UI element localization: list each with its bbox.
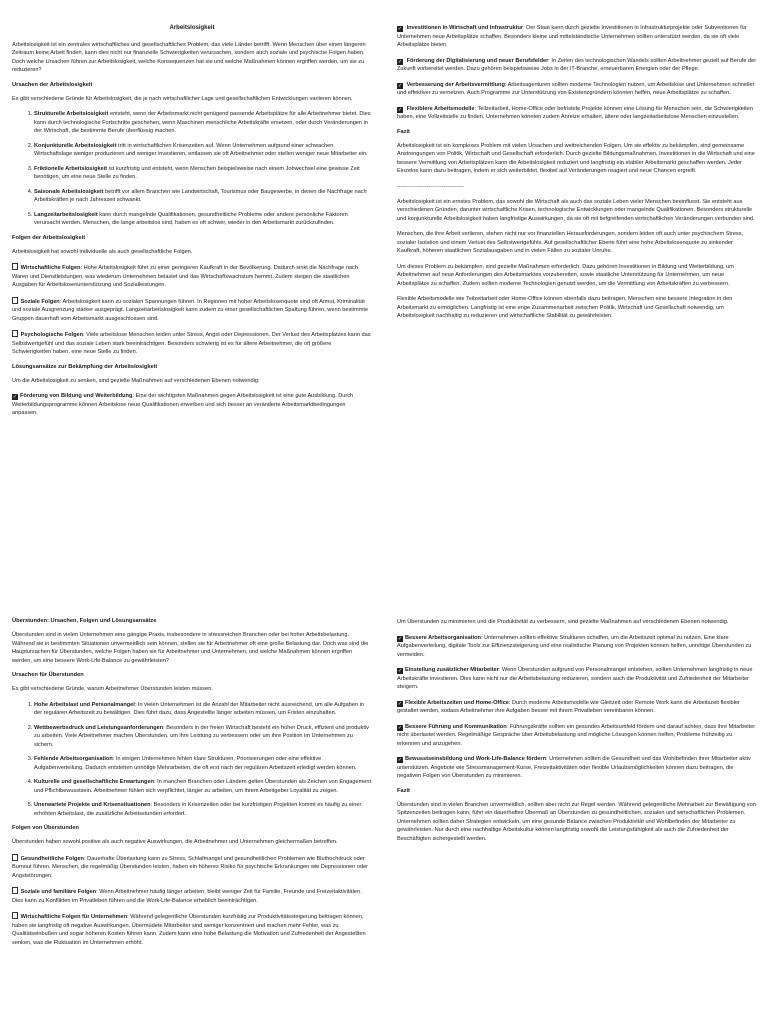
solution-item: ✓ Förderung der Digitalisierung und neuer Berufsfelder: In Zeiten des technologischen Wandels sollten Arbeitnehmer gezielt auf Berufe der Zukunft vorbereitet werden. Dazu gehören beispielsweise Jobs in der IT-Branche, erneuerbaren Energien oder der Pflege. (397, 57, 757, 72)
checkmark-icon: ✓ (397, 668, 403, 674)
list-item: 4. Kulturelle und gesellschaftliche Erwartungen: In manchen Branchen oder Ländern gelten Überstunden als Zeichen von Engagement und Pflichtbewusstsein. Arbeitnehmer fühlen sich verpflichtet, länger zu arbeiten, um ihrem Arbeitgeber Loyalität zu zeigen. (34, 778, 372, 795)
effect-item: Wirtschaftliche Folgen für Unternehmen: Während gelegentliche Überstunden kurzfristig zur Produktivitätssteigerung beitragen können, haben sie langfristig oft negative Auswirkungen. Übermüdete Mitarbeiter sind weniger konzentriert und machen mehr Fehler, was zu Qualitätseinbußen und sogar höheren Kosten führen kann. Zudem kann eine hohe Belastung die Motivation und Zufriedenheit der Angestellten senken, was die Fluktuation im Unternehmen erhöht. (12, 914, 366, 946)
section-heading-solutions: Lösungsansätze zur Bekämpfung der Arbeitslosigkeit (12, 363, 158, 370)
section-heading-causes: Ursachen für Überstunden (12, 672, 84, 678)
causes-intro: Es gibt verschiedene Gründe für Arbeitslosigkeit, die je nach wirtschaftlicher Lage und gesellschaftlichen Entwicklungen variieren können. (12, 95, 353, 102)
document-title: Überstunden: Ursachen, Folgen und Lösungsansätze (12, 618, 157, 624)
effect-item: Psychologische Folgen: Viele arbeitslose Menschen leiden unter Stress, Angst oder Depressionen. Der Verlust des Arbeitsplatzes kann das Selbstwertgefühl und das soziale Leben stark beeinträchtigen. Besonders schwierig ist es für ältere Arbeitnehmer, die oft größere Schwierigkeiten haben, eine neue Stelle zu finden. (12, 332, 371, 355)
solution-item: ✓ Investitionen in Wirtschaft und Infrastruktur: Der Staat kann durch gezielte Investitionen in Infrastrukturprojekte oder Subventionen für Unternehmen neue Arbeitsplätze schaffen. Besonders kleine und mittelständische Unternehmen sollten unterstützt werden, da sie oft viele Arbeitsplätze bieten. (397, 25, 747, 48)
intro-paragraph: Arbeitslosigkeit ist ein zentrales wirtschaftliches und gesellschaftliches Problem, das viele Länder betrifft. Wenn Menschen über einen längeren Zeitraum keine Arbeit finden, kann dies nicht nur finanzielle Schwierigkeiten verursachen, sondern auch soziale und psychische Folgen haben. Doch welche Ursachen führen zur Arbeitslosigkeit, welche Konsequenzen hat sie und welche Maßnahmen können ergriffen werden, um sie zu reduzieren? (12, 41, 366, 73)
checkmark-icon: ✓ (397, 700, 403, 707)
effect-item: Gesundheitliche Folgen: Dauerhafte Überlastung kann zu Stress, Schlafmangel und gesundheitlichen Problemen wie Bluthochdruck oder Burnout führen. Menschen, die regelmäßig Überstunden leisten, haben ein höheres Risiko für psychische Erkrankungen wie Depressionen oder Angststörungen. (12, 855, 369, 879)
causes-list (12, 701, 372, 819)
checkmark-icon: ✓ (397, 58, 403, 65)
checkmark-icon: ✓ (397, 26, 403, 32)
list-item: 2. Wettbewerbsdruck und Leistungsanforderungen: Besonders in der freien Wirtschaft besteht ein hoher Druck, effizient und produktiv zu arbeiten. Viele Arbeitnehmer machen Überstunden, um ihre Leistung zu verbessern oder um ihre Position im Unternehmen zu sichern. (34, 724, 372, 750)
list-item: 1. Strukturelle Arbeitslosigkeit entsteht, wenn der Arbeitsmarkt nicht genügend passende Arbeitsplätze für alle Arbeitnehmer bietet. Dies kann durch technologische Fortschritte geschehen, wenn Maschinen menschliche Arbeitskräfte ersetzen, oder durch Veränderungen in der Wirtschaft, die bestimmte Berufe überflüssig machen. (34, 110, 372, 136)
page-ueberstunden (0, 612, 768, 1024)
checkmark-icon: ✓ (397, 635, 403, 642)
box-icon (12, 854, 18, 861)
solution-item: ✓ Verbesserung der Arbeitsvermittlung: Arbeitsagenturen sollten moderne Technologien nutzen, um Arbeitslose und Unternehmen schneller und effektiver zu vernetzen. Auch Programme zur Unterstützung von Existenzgründern könnten helfen, neue Arbeitsplätze zu schaffen. (397, 81, 755, 96)
section-heading-effects: Folgen von Überstunden (12, 825, 79, 831)
right-column (397, 0, 757, 328)
list-item: 2. Konjunkturelle Arbeitslosigkeit tritt in wirtschaftlichen Krisenzeiten auf. Wenn Unternehmen aufgrund einer schwachen Wirtschaftslage weniger produzieren und weniger investieren, entlassen sie oft Arbeitnehmer oder stellen weniger neue Mitarbeiter ein. (34, 142, 372, 159)
box-icon (12, 887, 18, 894)
list-item: 5. Unerwartete Projekte und Krisensituationen: Besonders in Krisenzeiten oder bei kurzfristigen Projekten kommt es häufig zu einer erhöhten Arbeitslast, die zusätzliche Arbeitsstunden erfordert. (34, 801, 372, 818)
section-heading-conclusion: Fazit (397, 787, 410, 794)
checkmark-icon: ✓ (397, 757, 403, 763)
effect-item: Wirtschaftliche Folgen: Hohe Arbeitslosigkeit führt zu einer geringeren Kaufkraft in der Bevölkerung. Dadurch sinkt die Nachfrage nach Waren und Dienstleistungen, was wiederum Unternehmen belastet und das Wirtschaftswachstum hemmt. Zudem steigen die staatlichen Ausgaben für Arbeitslosenunterstützung und Sozialleistungen. (12, 265, 358, 288)
left-column (12, 612, 372, 954)
section-heading-causes: Ursachen der Arbeitslosigkeit (12, 81, 93, 88)
summary-paragraph: Arbeitslosigkeit ist ein ernstes Problem, das sowohl die Wirtschaft als auch das soziale Leben vieler Menschen beeinflusst. Sie entsteht aus verschiedenen Gründen, darunter wirtschaftliche Krisen, technologische Entwicklungen oder mangelnde Qualifikationen. Besonders strukturelle und konjunkturelle Arbeitslosigkeit haben langfristige Auswirkungen, da sie oft mit tiefgreifenden wirtschaftlichen Veränderungen verbunden sind. (397, 198, 755, 222)
checkmark-icon: ✓ (397, 106, 403, 113)
effects-intro: Überstunden haben sowohl positive als auch negative Auswirkungen, die Arbeitnehmer und Unternehmen gleichermaßen betreffen. (12, 839, 338, 845)
solution-item: ✓ Einstellung zusätzlicher Mitarbeiter: Wenn Überstunden aufgrund von Personalmangel entstehen, sollten Unternehmen langfristig in neue Arbeitskräfte investieren. Dies kann nicht nur die Arbeitsbelastung reduzieren, sondern auch die Produktivität und Zufriedenheit der Mitarbeiter steigern. (397, 667, 753, 690)
checkmark-icon: ✓ (397, 724, 403, 731)
box-icon (12, 263, 18, 270)
solution-item: ✓ Förderung von Bildung und Weiterbildung: Eine der wichtigsten Maßnahmen gegen Arbeitslosigkeit ist eine gute Ausbildung. Durch Weiterbildungsprogramme können Arbeitslose neue Qualifikationen erwerben und sich besser an veränderte Arbeitsmarktbedingungen anpassen. (12, 393, 354, 416)
list-item: 4. Saisonale Arbeitslosigkeit betrifft vor allem Branchen wie Landwirtschaft, Tourismus oder Baugewerbe, in denen die Nachfrage nach Arbeitskräften je nach Jahreszeit schwankt. (34, 188, 372, 205)
solution-item: ✓ Bewusstseinsbildung und Work-Life-Balance fördern: Unternehmen sollten die Gesundheit und das Wohlbefinden ihrer Mitarbeiter aktiv unterstützen. Angebote wie Stressmanagement-Kurse, Freizeitaktivitäten oder flexible Urlaubsmöglichkeiten können dazu beitragen, die negativen Folgen von Überstunden zu minimieren. (397, 756, 751, 779)
section-heading-effects: Folgen der Arbeitslosigkeit (12, 234, 86, 241)
list-item: 3. Fehlende Arbeitsorganisation: In einigen Unternehmen fehlen klare Strukturen, Priorisierungen oder eine effektive Aufgabenverteilung. Dadurch entstehen unnötige Mehrarbeiten, die oft erst nach der regulären Arbeitszeit erledigt werden können. (34, 755, 372, 772)
effect-item: Soziale und familiäre Folgen: Wenn Arbeitnehmer häufig länger arbeiten, bleibt weniger Zeit für Familie, Freunde und Freizeitaktivitäten. Dies kann zu Konflikten im Privatleben führen und die Work-Life-Balance erheblich beeinträchtigen. (12, 889, 362, 904)
separator-line: ------------------------------------ (397, 183, 465, 190)
effect-item: Soziale Folgen: Arbeitslosigkeit kann zu sozialen Spannungen führen. In Regionen mit hoher Arbeitslosenquote sind oft Armut, Kriminalität und soziale Ausgrenzung stärker ausgeprägt. Langzeitarbeitslosigkeit kann zudem zu einer gesellschaftlichen Spaltung führen, wenn bestimmte Gruppen dauerhaft vom Arbeitsmarkt ausgeschlossen sind. (12, 298, 369, 322)
left-column (12, 0, 372, 425)
conclusion-paragraph: Überstunden sind in vielen Branchen unvermeidlich, sollten aber nicht zur Regel werden. Während gelegentliche Mehrarbeit zur Bewältigung von Spitzenzeiten beitragen kann, führt ein dauerhaftes Übermaß an Überstunden zu gesundheitlichen, sozialen und wirtschaftlichen Problemen. Unternehmen sollten daher Strategien entwickeln, um eine gesunde Balance zwischen Produktivität und Wohlbefinden der Mitarbeiter zu gewährleisten. Nur durch eine nachhaltige Arbeitskultur können langfristig sowohl die Leistungsfähigkeit als auch die Zufriedenheit der Beschäftigten sichergestellt werden. (397, 801, 756, 842)
checkmark-icon: ✓ (397, 82, 403, 89)
summary-paragraph: Flexible Arbeitsmodelle wie Teilzeitarbeit oder Home-Office können ebenfalls dazu beitragen, Menschen eine bessere Integration in den Arbeitsmarkt zu ermöglichen. Langfristig ist eine enge Zusammenarbeit zwischen Politik, Wirtschaft und Gesellschaft notwendig, um Arbeitslosigkeit nachhaltig zu reduzieren und wirtschaftliche Stabilität zu gewährleisten. (397, 296, 733, 319)
causes-intro: Es gibt verschiedene Gründe, warum Arbeitnehmer Überstunden leisten müssen. (12, 686, 213, 692)
effects-intro: Arbeitslosigkeit hat sowohl individuelle als auch gesellschaftliche Folgen. (12, 248, 193, 255)
solutions-intro: Um die Arbeitslosigkeit zu senken, sind gezielte Maßnahmen auf verschiedenen Ebenen notwendig: (12, 377, 260, 384)
box-icon (12, 297, 18, 304)
list-item: 3. Friktionelle Arbeitslosigkeit ist kurzfristig und entsteht, wenn Menschen beispielsweise nach einem Jobwechsel eine gewisse Zeit benötigen, um eine neue Stelle zu finden. (34, 165, 372, 182)
list-item: 5. Langzeitarbeitslosigkeit kann durch mangelnde Qualifikationen, gesundheitliche Probleme oder andere persönliche Faktoren verursacht werden. Menschen, die lange arbeitslos sind, haben es oft schwer, wieder in den Arbeitsmarkt zurückzufinden. (34, 211, 372, 228)
conclusion-paragraph: Arbeitslosigkeit ist ein komplexes Problem mit vielen Ursachen und weitreichenden Folgen. Um sie effektiv zu bekämpfen, sind gemeinsame Anstrengungen von Politik, Wirtschaft und Gesellschaft erforderlich. Durch gezielte Bildungsmaßnahmen, Investitionen in die Wirtschaft und eine bessere Vermittlung von Arbeitsplätzen kann die Arbeitslosigkeit reduziert und langfristig ein stabiler Arbeitsmarkt geschaffen werden. Jeder Einzelne kann dazu beitragen, indem er sich weiterbildet, flexibel auf Veränderungen reagiert und neue Chancen ergreift. (397, 142, 755, 174)
solution-item: ✓ Bessere Führung und Kommunikation: Führungskräfte sollten ein gesundes Arbeitsumfeld fördern und darauf achten, dass ihre Mitarbeiter nicht überlastet werden. Regelmäßige Gespräche über Arbeitsbelastung und mögliche Lösungen können helfen, Probleme frühzeitig zu erkennen und anzugehen. (397, 723, 756, 747)
summary-paragraph: Menschen, die ihre Arbeit verlieren, stehen nicht nur vor finanziellen Herausforderungen, sondern leiden oft auch unter psychischem Stress, sozialer Isolation und einem Verlust des Selbstwertgefühls. Auf gesellschaftlicher Ebene führt eine hohe Arbeitslosenquote zu sinkender Kaufkraft, höheren staatlichen Sozialausgaben und in vielen Fällen zu sozialer Unruhe. (397, 231, 744, 254)
right-column (397, 612, 757, 850)
intro-paragraph: Überstunden sind in vielen Unternehmen eine gängige Praxis, insbesondere in stressreichen Branchen oder bei hoher Arbeitsbelastung. Während sie in bestimmten Situationen unvermeidlich sein können, stellen sie für Arbeitnehmer oft eine große Belastung dar. Doch was sind die Hauptursachen für Überstunden, welche Folgen haben sie für Arbeitnehmer und Unternehmen, und welche Maßnahmen können ergriffen werden, um eine bessere Work-Life-Balance zu gewährleisten? (12, 632, 369, 664)
solution-item: ✓ Flexible Arbeitszeiten und Home-Office: Durch moderne Arbeitsmodelle wie Gleitzeit oder Remote Work kann die Arbeitszeit flexibler gestaltet werden, sodass Arbeitnehmer ihre Aufgaben besser mit ihrem Privatleben vereinbaren können. (397, 699, 740, 714)
section-heading-conclusion: Fazit (397, 128, 410, 135)
box-icon (12, 912, 18, 919)
checkmark-icon: ✓ (12, 394, 18, 400)
summary-paragraph: Um dieses Problem zu bekämpfen, sind gezielte Maßnahmen erforderlich. Dazu gehören Investitionen in Bildung und Weiterbildung, um Arbeitnehmer auf neue Anforderungen des Arbeitsmarktes vorzubereiten, sowie staatliche Unterstützung für Unternehmen, um neue Arbeitsplätze zu schaffen. Zudem sollten moderne Technologien genutzt werden, um die Vermittlung von Arbeitskräften zu verbessern. (397, 263, 734, 287)
causes-list (12, 110, 372, 228)
solution-item: ✓ Bessere Arbeitsorganisation: Unternehmen sollten effektive Strukturen schaffen, um die Arbeitszeit optimal zu nutzen. Eine klare Aufgabenverteilung, digitale Tools zur Effizienzsteigerung und eine realistische Planung von Projekten können helfen, unnötige Überstunden zu vermeiden. (397, 634, 752, 658)
document-title: Arbeitslosigkeit (169, 25, 215, 31)
solution-item: ✓ Flexiblere Arbeitsmodelle: Teilzeitarbeit, Home-Office oder befristete Projekte können eine Lösung für Menschen sein, die Schwierigkeiten haben, eine Vollzeitstelle zu finden. Unternehmen könnten zudem Anreize erhalten, ältere oder langzeitarbeitslose Menschen einzustellen. (397, 105, 753, 120)
solutions-intro: Um Überstunden zu minimieren und die Produktivität zu verbessern, sind gezielte Maßnahmen auf verschiedenen Ebenen notwendig. (397, 619, 729, 625)
list-item: 1. Hohe Arbeitslast und Personalmangel: In vielen Unternehmen ist die Anzahl der Mitarbeiter nicht ausreichend, um alle Aufgaben in der regulären Arbeitszeit zu bewältigen. Dies führt dazu, dass Angestellte länger arbeiten müssen, um Fristen einzuhalten. (34, 701, 372, 718)
box-icon (12, 330, 18, 337)
